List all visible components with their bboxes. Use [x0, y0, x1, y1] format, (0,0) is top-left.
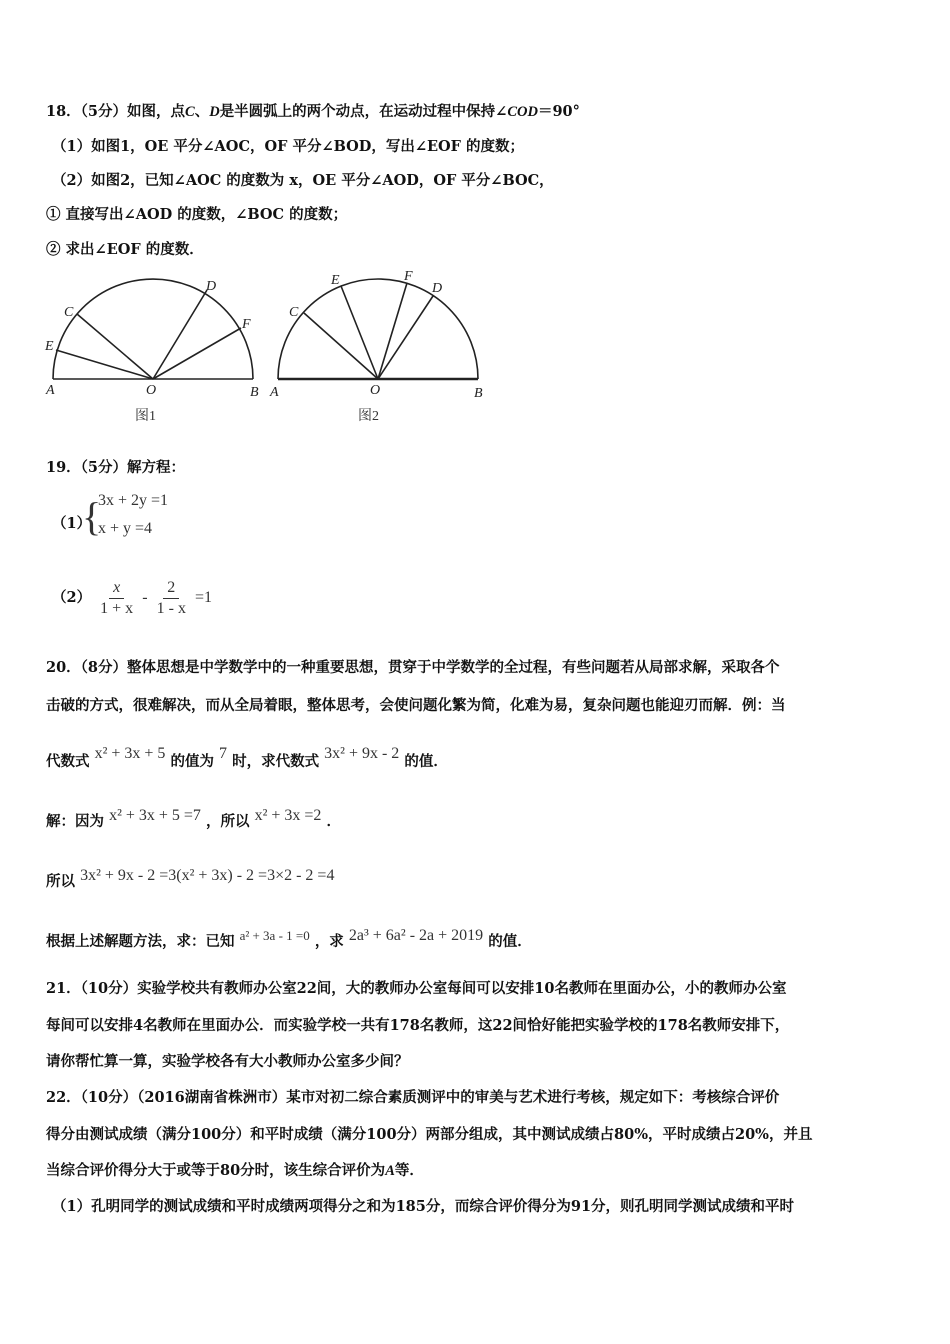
- q19-system-brace: {: [82, 494, 102, 539]
- fig1-semicircle-arc: [53, 279, 253, 379]
- fig2-label-e: E: [331, 273, 340, 288]
- q20-line6-text-b: ，求: [314, 933, 344, 950]
- q18-part1: （1）如图1，OE 平分∠AOC，OF 平分∠BOD，写出∠EOF 的度数；: [52, 138, 525, 155]
- fig1-ray-oe: [56, 350, 153, 379]
- fig2-label-f: F: [404, 269, 413, 284]
- q22-grade-a: A: [385, 1163, 395, 1179]
- q19-minus: -: [142, 589, 148, 606]
- fig1-label-b: B: [250, 385, 259, 400]
- q20-line1: 20．（8分）整体思想是中学数学中的一种重要思想，贯穿于中学数学的全过程，有些问题若从局部求解，采取各个: [46, 659, 780, 676]
- fig2-label-d: D: [432, 281, 443, 296]
- q20-expr-eq-7: x² + 3x + 5 =7: [109, 807, 201, 824]
- q20-line2: 击破的方式，很难解决，而从全局着眼，整体思考，会使问题化繁为简，化难为易，复杂问题也能迎刃而解．例：当: [46, 697, 786, 714]
- q22-line1: 22．（10分）（2016湖南省株洲市）某市对初二综合素质测评中的审美与艺术进行考核，规定如下：考核综合评价: [46, 1089, 780, 1106]
- fig2-ray-oe: [341, 286, 378, 379]
- q18-header: [46, 102, 580, 122]
- q20-expr-x2-3x-5: x² + 3x + 5: [94, 745, 166, 762]
- fig2-ray-oc: [304, 313, 378, 379]
- fig2-ray-od: [378, 296, 433, 379]
- q22-line3-text-b: 等．: [394, 1162, 424, 1179]
- q20-line3-text-d: 的值．: [404, 753, 448, 770]
- q18-header-rest: 是半圆弧上的两个动点，在运动过程中保持∠: [219, 103, 508, 120]
- q21-line3: 请你帮忙算一算，实验学校各有大小教师办公室多少间？: [46, 1053, 409, 1070]
- q19-frac1-den: 1 + x: [100, 599, 134, 617]
- q21-line1: 21．（10分）实验学校共有教师办公室22间，大的教师办公室每间可以安排10名教师在里面办公，小的教师办公室: [46, 980, 787, 997]
- q20-line5: [46, 867, 335, 892]
- figure-2: [278, 279, 478, 379]
- fig1-label-e: E: [45, 339, 54, 354]
- q19-eq1: 3x + 2y =1: [98, 492, 169, 509]
- fig2-caption: 图2: [358, 409, 379, 424]
- q19-rhs: =1: [195, 589, 213, 606]
- q20-line6: [46, 927, 532, 952]
- fig1-label-o: O: [146, 383, 157, 398]
- q18-sep: 、: [194, 103, 210, 120]
- q19-eq2: x + y =4: [98, 520, 153, 537]
- fig1-ray-od: [153, 290, 207, 379]
- q19-part2: [52, 576, 212, 620]
- q20-line3-text-a: 代数式: [46, 753, 90, 770]
- fig2-ray-of: [378, 283, 407, 379]
- q18-part2-2: ② 求出∠EOF 的度数．: [46, 241, 204, 258]
- q20-expr-target: 2a³ + 6a² - 2a + 2019: [348, 927, 484, 944]
- q20-line3-text-b: 的值为: [170, 753, 214, 770]
- q20-line4-text-a: 解：因为: [46, 813, 104, 830]
- q20-value-7: 7: [219, 745, 228, 762]
- q19-frac1-num: x: [109, 578, 124, 599]
- q18-point-d: D: [209, 104, 220, 120]
- q18-header-end: ＝90°: [537, 103, 580, 120]
- q20-line3: [46, 745, 448, 772]
- fig2-label-o: O: [370, 383, 381, 398]
- fig1-ray-of: [153, 328, 241, 379]
- q20-line4: [46, 807, 341, 832]
- q18-header-text: 18．（5分）如图，点: [46, 103, 186, 120]
- fig1-ray-oc: [77, 314, 153, 379]
- q19-frac2-den: 1 - x: [156, 599, 186, 617]
- q18-part2: （2）如图2，已知∠AOC 的度数为 x，OE 平分∠AOD，OF 平分∠BOC，: [52, 172, 554, 189]
- q19-fraction-2: [153, 578, 190, 619]
- fig1-label-c: C: [64, 305, 74, 320]
- figure-1: [53, 279, 253, 379]
- q19-part1-label: （1）: [52, 515, 92, 532]
- q22-line3-text-a: 当综合评价得分大于或等于80分时，该生综合评价为: [46, 1162, 386, 1179]
- q20-expr-eq-2: x² + 3x =2: [254, 807, 322, 824]
- q20-line6-text-a: 根据上述解题方法，求：已知: [46, 933, 235, 950]
- fig1-label-d: D: [206, 279, 217, 294]
- q19-fraction-1: [96, 578, 137, 619]
- q19-frac2-num: 2: [163, 578, 179, 599]
- q21-line2: 每间可以安排4名教师在里面办公．而实验学校一共有178名教师，这22间恰好能把实验学校的178名教师安排下，: [46, 1017, 790, 1034]
- q18-part2-1: ① 直接写出∠AOD 的度数，∠BOC 的度数；: [46, 206, 348, 223]
- q18-figures: [40, 266, 510, 432]
- fig1-caption: 图1: [135, 409, 156, 424]
- q22-line3: [46, 1161, 424, 1181]
- q20-expr-a-condition: a² + 3a - 1 =0: [239, 928, 310, 943]
- q20-line4-text-b: ，所以: [206, 813, 250, 830]
- q18-angle-cod: COD: [507, 104, 538, 120]
- q20-line4-text-c: ．: [326, 813, 341, 830]
- fig1-label-a: A: [46, 383, 55, 398]
- fig1-label-f: F: [242, 317, 251, 332]
- q20-expr-result: 3x² + 9x - 2 =3(x² + 3x) - 2 =3×2 - 2 =4: [80, 867, 335, 884]
- q22-line4: （1）孔明同学的测试成绩和平时成绩两项得分之和为185分，而综合评价得分为91分，则孔明同学测试成绩和平时: [52, 1198, 795, 1215]
- q22-line2: 得分由测试成绩（满分100分）和平时成绩（满分100分）两部分组成，其中测试成绩占80%，平时成绩占20%，并且: [46, 1126, 813, 1143]
- fig2-semicircle-arc: [278, 279, 478, 379]
- fig2-label-a: A: [270, 385, 279, 400]
- q20-line5-text-a: 所以: [46, 873, 75, 890]
- fig2-label-c: C: [289, 305, 299, 320]
- fig2-label-b: B: [474, 386, 483, 401]
- q20-line6-text-c: 的值．: [488, 933, 532, 950]
- q19-part2-label: （2）: [52, 589, 92, 606]
- q18-point-c: C: [185, 104, 195, 120]
- q20-expr-3x2-9x-2: 3x² + 9x - 2: [324, 745, 400, 762]
- q20-line3-text-c: 时，求代数式: [232, 753, 320, 770]
- q19-header: 19．（5分）解方程：: [46, 459, 186, 476]
